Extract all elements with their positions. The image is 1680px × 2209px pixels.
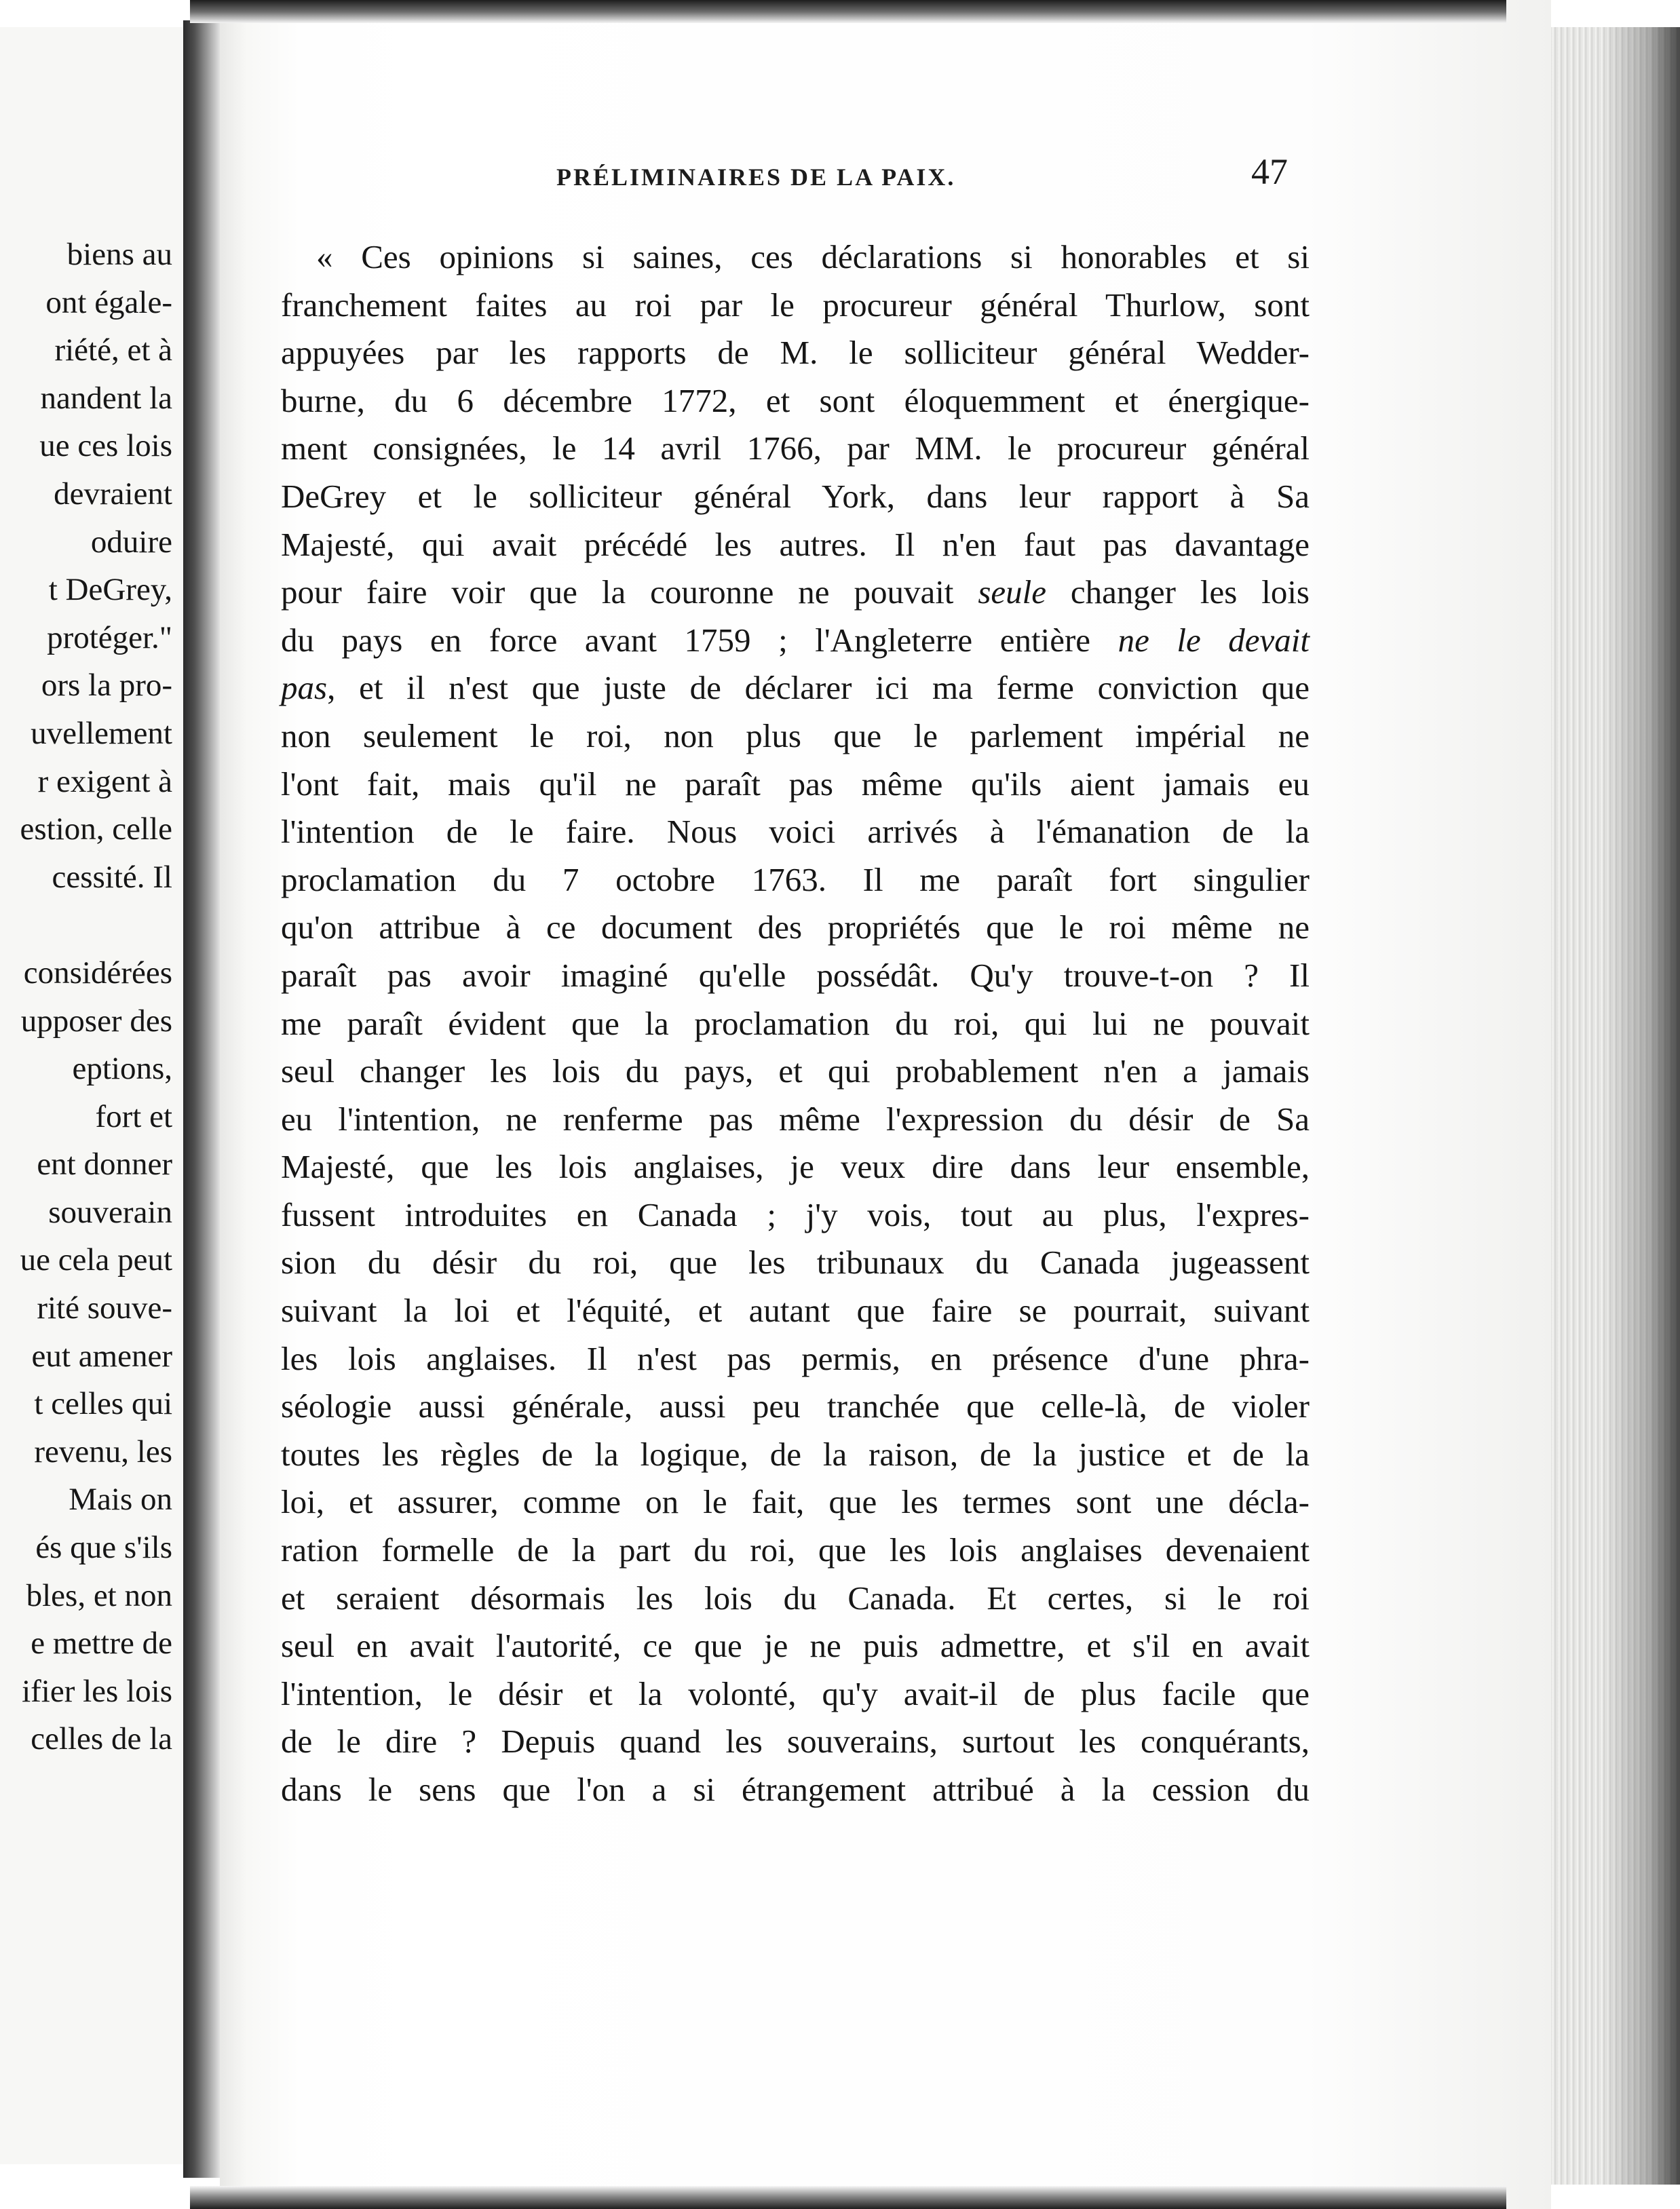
facing-text-line: celles de la: [31, 1721, 172, 1757]
text-line: fussent introduites en Canada ; j'y vois, tout au plus, l'expres-: [281, 1195, 1310, 1233]
text-line: paraît pas avoir imaginé qu'elle possédât. Qu'y trouve-t-on ? Il: [281, 956, 1310, 994]
facing-text-line: uvellement: [31, 715, 172, 751]
facing-text-line: cessité. Il: [52, 859, 172, 895]
italic-emphasis: seule: [978, 573, 1047, 611]
facing-text-line: r exigent à: [37, 763, 172, 799]
facing-text-line: ont égale-: [45, 284, 172, 320]
text-line: « Ces opinions si saines, ces déclarations si honorables et si: [316, 238, 1310, 275]
text-line: ment consignées, le 14 avril 1766, par MM. le procureur général: [281, 429, 1310, 467]
facing-text-line: nandent la: [40, 380, 172, 416]
page-top-shadow: [190, 0, 1506, 23]
book-gutter: [183, 20, 221, 2178]
text-line: seul changer les lois du pays, et qui probablement n'en a jamais: [281, 1052, 1310, 1090]
facing-text-line: és que s'ils: [35, 1530, 172, 1566]
text-line: l'intention, le désir et la volonté, qu'y avait-il de plus facile que: [281, 1674, 1310, 1712]
italic-emphasis: ne le devait: [1118, 621, 1310, 659]
facing-text-line: ifier les lois: [22, 1673, 172, 1709]
text-line: proclamation du 7 octobre 1763. Il me paraît fort singulier: [281, 860, 1310, 898]
facing-text-line: fort et: [95, 1098, 172, 1134]
facing-text-line: souverain: [48, 1194, 172, 1230]
text-line: l'ont fait, mais qu'il ne paraît pas même qu'ils aient jamais eu: [281, 765, 1310, 803]
facing-text-line: considérées: [23, 955, 172, 991]
running-head: PRÉLIMINAIRES DE LA PAIX.: [556, 164, 956, 191]
text-line: Majesté, qui avait précédé les autres. Il n'en faut pas davantage: [281, 525, 1310, 563]
facing-text-line: bles, et non: [26, 1577, 172, 1613]
facing-text-line: e mettre de: [31, 1626, 172, 1661]
facing-text-line: biens au: [66, 237, 172, 272]
facing-text-line: protéger.": [47, 619, 172, 655]
facing-text-line: ue cela peut: [20, 1242, 172, 1278]
facing-text-line: riété, et à: [54, 332, 172, 368]
italic-emphasis: pas: [281, 669, 328, 707]
text-line: les lois anglaises. Il n'est pas permis, en présence d'une phra-: [281, 1339, 1310, 1377]
text-line: pour faire voir que la couronne ne pouvait seule changer les lois: [281, 573, 1310, 611]
facing-text-line: eptions,: [72, 1051, 172, 1087]
facing-text-line: t DeGrey,: [48, 572, 172, 608]
text-line: DeGrey et le solliciteur général York, dans leur rapport à Sa: [281, 477, 1310, 515]
text-line: ration formelle de la part du roi, que les lois anglaises devenaient: [281, 1531, 1310, 1569]
text-line: séologie aussi générale, aussi peu tranchée que celle-là, de violer: [281, 1387, 1310, 1425]
text-line: suivant la loi et l'équité, et autant que faire se pourrait, suivant: [281, 1292, 1310, 1330]
text-line: non seulement le roi, non plus que le parlement impérial ne: [281, 716, 1310, 754]
facing-text-line: oduire: [90, 524, 172, 560]
facing-text-line: ue ces lois: [39, 428, 172, 464]
facing-text-line: devraient: [54, 476, 172, 512]
text-line: loi, et assurer, comme on le fait, que les termes sont une décla-: [281, 1483, 1310, 1521]
text-line: seul en avait l'autorité, ce que je ne puis admettre, et s'il en avait: [281, 1627, 1310, 1665]
page-bottom-shadow: [190, 2186, 1506, 2209]
text-line: franchement faites au roi par le procureur général Thurlow, sont: [281, 286, 1310, 324]
text-line: dans le sens que l'on a si étrangement attribué à la cession du: [281, 1771, 1310, 1808]
facing-page: [0, 27, 190, 2164]
facing-text-line: Mais on: [69, 1482, 172, 1518]
text-line: qu'on attribue à ce document des propriétés que le roi même ne: [281, 908, 1310, 946]
text-line: burne, du 6 décembre 1772, et sont éloquemment et énergique-: [281, 381, 1310, 419]
page-fore-edge-shadow: [1601, 27, 1680, 2185]
text-line: eu l'intention, ne renferme pas même l'expression du désir de Sa: [281, 1100, 1310, 1138]
text-line: Majesté, que les lois anglaises, je veux dire dans leur ensemble,: [281, 1148, 1310, 1186]
facing-text-line: [0, 901, 172, 949]
facing-text-line: revenu, les: [34, 1434, 172, 1470]
text-line: me paraît évident que la proclamation du roi, qui lui ne pouvait: [281, 1004, 1310, 1042]
facing-text-line: rité souve-: [37, 1290, 172, 1326]
text-line: toutes les règles de la logique, de la raison, de la justice et de la: [281, 1435, 1310, 1473]
text-line: pas, et il n'est que juste de déclarer ici ma ferme conviction que: [281, 669, 1310, 707]
facing-text-line: eut amener: [31, 1338, 172, 1374]
text-line: et seraient désormais les lois du Canada. Et certes, si le roi: [281, 1579, 1310, 1617]
facing-text-line: upposer des: [20, 1003, 172, 1039]
body-text: [281, 233, 1310, 1814]
facing-text-line: ors la pro-: [41, 668, 172, 704]
facing-text-line: estion, celle: [20, 811, 172, 847]
text-line: du pays en force avant 1759 ; l'Angleterre entière ne le devait: [281, 621, 1310, 659]
text-line: de le dire ? Depuis quand les souverains, surtout les conquérants,: [281, 1723, 1310, 1761]
page-number: 47: [1251, 151, 1288, 192]
facing-page-text: [0, 231, 172, 1763]
facing-text-line: ent donner: [37, 1147, 172, 1183]
text-line: appuyées par les rapports de M. le solliciteur général Wedder-: [281, 334, 1310, 372]
text-line: l'intention de le faire. Nous voici arrivés à l'émanation de la: [281, 813, 1310, 851]
text-line: sion du désir du roi, que les tribunaux du Canada jugeassent: [281, 1244, 1310, 1282]
facing-text-line: t celles qui: [34, 1386, 172, 1422]
